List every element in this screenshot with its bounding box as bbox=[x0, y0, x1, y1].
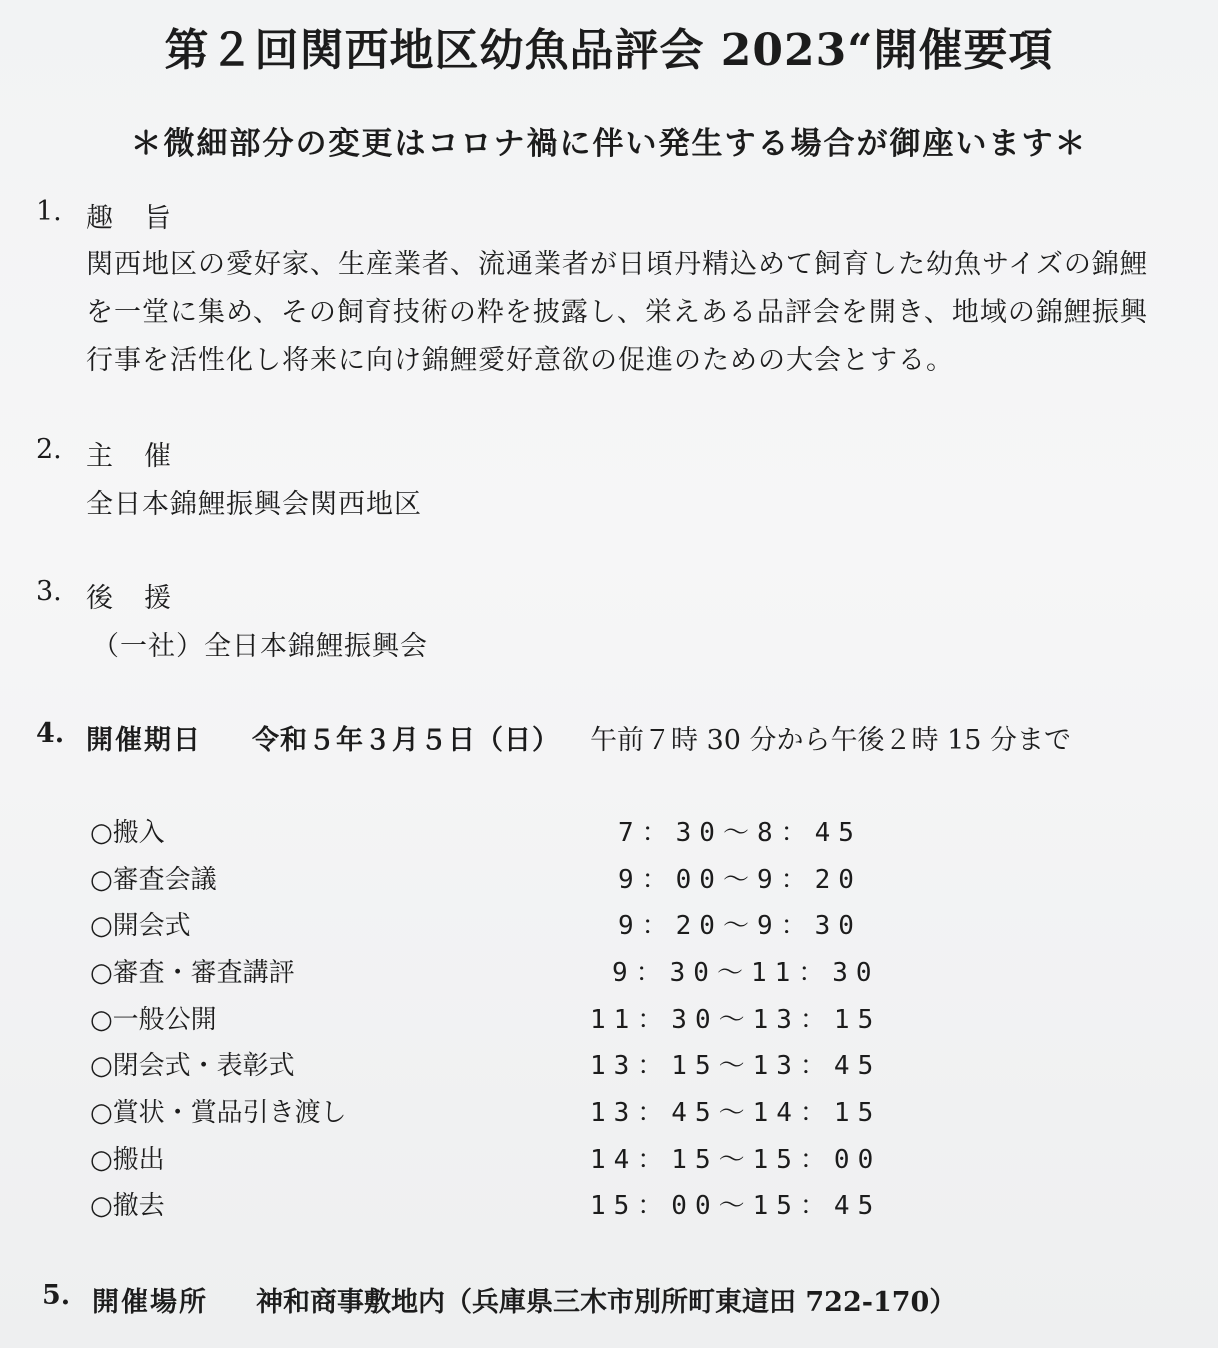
section-2-heading: 主 催 bbox=[86, 441, 173, 472]
schedule-label-2: ○審査会議 bbox=[90, 865, 217, 895]
section-4-heading: 開催期日 bbox=[86, 725, 202, 756]
section-1-line-3: 行事を活性化し将来に向け錦鯉愛好意欲の促進のための大会とする。 bbox=[86, 345, 954, 376]
schedule-time-1: 7：30〜8：45 bbox=[618, 818, 862, 848]
section-1-number: 1. bbox=[36, 196, 62, 227]
section-5-number: 5. bbox=[42, 1280, 71, 1311]
document-title: 第２回関西地区幼魚品評会 2023“開催要項 bbox=[164, 25, 1054, 76]
event-date: 令和５年３月５日（日） bbox=[252, 725, 560, 756]
schedule-label-7: ○賞状・賞品引き渡し bbox=[90, 1098, 347, 1128]
schedule-label-3: ○開会式 bbox=[90, 911, 191, 941]
section-5-heading: 開催場所 bbox=[92, 1287, 208, 1318]
section-1-heading: 趣 旨 bbox=[86, 203, 173, 234]
schedule-time-3: 9：20〜9：30 bbox=[618, 911, 862, 941]
section-4-number: 4. bbox=[36, 718, 65, 749]
schedule-label-8: ○搬出 bbox=[90, 1145, 165, 1175]
schedule-label-5: ○一般公開 bbox=[90, 1005, 217, 1035]
schedule-time-8: 14：15〜15：00 bbox=[590, 1145, 882, 1175]
section-1-line-1: 関西地区の愛好家、生産業者、流通業者が日頃丹精込めて飼育した幼魚サイズの錦鯉 bbox=[86, 249, 1148, 280]
schedule-time-2: 9：00〜9：20 bbox=[618, 865, 862, 895]
schedule-label-1: ○搬入 bbox=[90, 818, 165, 848]
schedule-label-6: ○閉会式・表彰式 bbox=[90, 1051, 295, 1081]
section-3-number: 3. bbox=[36, 576, 62, 607]
schedule-label-4: ○審査・審査講評 bbox=[90, 958, 295, 988]
section-1-line-2: を一堂に集め、その飼育技術の粋を披露し、栄えある品評会を開き、地域の錦鯉振興 bbox=[86, 297, 1148, 328]
schedule-time-7: 13：45〜14：15 bbox=[590, 1098, 882, 1128]
schedule-label-9: ○撤去 bbox=[90, 1191, 165, 1221]
section-3-supporter: （一社）全日本錦鯉振興会 bbox=[92, 631, 428, 662]
notice-subtitle: ＊微細部分の変更はコロナ禍に伴い発生する場合が御座います＊ bbox=[130, 126, 1088, 162]
section-2-number: 2. bbox=[36, 434, 62, 465]
event-time-range: 午前７時 30 分から午後２時 15 分まで bbox=[590, 725, 1072, 756]
schedule-time-6: 13：15〜13：45 bbox=[590, 1051, 882, 1081]
schedule-time-9: 15：00〜15：45 bbox=[590, 1191, 882, 1221]
section-2-organizer: 全日本錦鯉振興会関西地区 bbox=[86, 489, 422, 520]
section-3-heading: 後 援 bbox=[86, 583, 173, 614]
schedule-time-5: 11：30〜13：15 bbox=[590, 1005, 882, 1035]
event-place: 神和商事敷地内（兵庫県三木市別所町東這田 722-170） bbox=[256, 1287, 957, 1318]
schedule-time-4: 9：30〜11：30 bbox=[612, 958, 880, 988]
